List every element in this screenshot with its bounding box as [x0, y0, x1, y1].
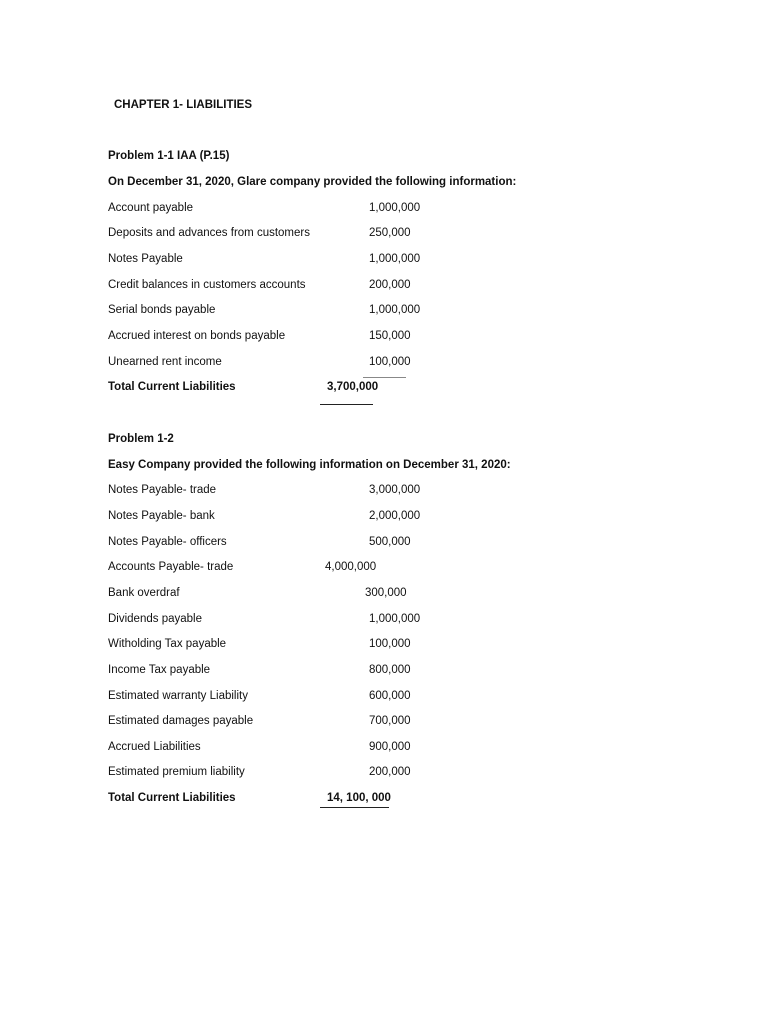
p2-item-amount: 700,000 — [369, 715, 411, 727]
p1-item-amount: 1,000,000 — [369, 202, 421, 214]
p2-total-underline — [320, 807, 389, 808]
p2-item-amount: 2,000,000 — [369, 510, 421, 522]
p2-item-label: Dividends payable — [108, 613, 202, 625]
p1-item-amount: 150,000 — [369, 330, 411, 342]
p2-item-amount: 200,000 — [369, 766, 411, 778]
p2-item-amount: 4,000,000 — [325, 561, 377, 573]
p2-total-label: Total Current Liabilities — [108, 792, 236, 804]
p2-item-label: Bank overdraf — [108, 587, 180, 599]
p1-item-amount: 100,000 — [369, 356, 411, 368]
p2-item-amount: 1,000,000 — [369, 613, 421, 625]
chapter-title: CHAPTER 1- LIABILITIES — [114, 99, 253, 111]
p1-item-label: Unearned rent income — [108, 356, 222, 368]
problem-1-heading: Problem 1-1 IAA (P.15) — [108, 150, 230, 162]
p2-item-label: Accrued Liabilities — [108, 741, 201, 753]
p2-total-amount: 14, 100, 000 — [327, 792, 391, 804]
p1-item-label: Notes Payable — [108, 253, 183, 265]
p1-total-underline — [320, 404, 373, 405]
p2-item-label: Notes Payable- trade — [108, 484, 217, 496]
p2-item-amount: 800,000 — [369, 664, 411, 676]
p2-item-label: Estimated premium liability — [108, 766, 245, 778]
p1-item-amount: 1,000,000 — [369, 253, 421, 265]
p1-item-label: Account payable — [108, 202, 194, 214]
p2-item-amount: 300,000 — [365, 587, 407, 599]
p2-item-label: Notes Payable- officers — [108, 536, 227, 548]
p1-item-label: Accrued interest on bonds payable — [108, 330, 286, 342]
p1-item-amount: 200,000 — [369, 279, 411, 291]
p1-total-amount: 3,700,000 — [327, 381, 379, 393]
p2-item-amount: 900,000 — [369, 741, 411, 753]
problem-2-heading: Problem 1-2 — [108, 433, 174, 445]
problem-1-intro: On December 31, 2020, Glare company provided the following information: — [108, 176, 517, 188]
p1-item-label: Serial bonds payable — [108, 304, 216, 316]
p2-item-amount: 500,000 — [369, 536, 411, 548]
p2-item-amount: 100,000 — [369, 638, 411, 650]
p2-item-amount: 600,000 — [369, 690, 411, 702]
p2-item-label: Income Tax payable — [108, 664, 211, 676]
p1-item-label: Deposits and advances from customers — [108, 227, 310, 239]
p1-item-amount: 1,000,000 — [369, 304, 421, 316]
p1-item-amount: 250,000 — [369, 227, 411, 239]
p1-item-label: Credit balances in customers accounts — [108, 279, 306, 291]
p2-item-amount: 3,000,000 — [369, 484, 421, 496]
p2-item-label: Estimated damages payable — [108, 715, 254, 727]
problem-2-intro: Easy Company provided the following information on December 31, 2020: — [108, 459, 511, 471]
p2-item-label: Estimated warranty Liability — [108, 690, 248, 702]
p1-subtotal-rule — [363, 377, 406, 378]
p2-item-label: Notes Payable- bank — [108, 510, 215, 522]
p1-total-label: Total Current Liabilities — [108, 381, 236, 393]
p2-item-label: Witholding Tax payable — [108, 638, 227, 650]
p2-item-label: Accounts Payable- trade — [108, 561, 234, 573]
